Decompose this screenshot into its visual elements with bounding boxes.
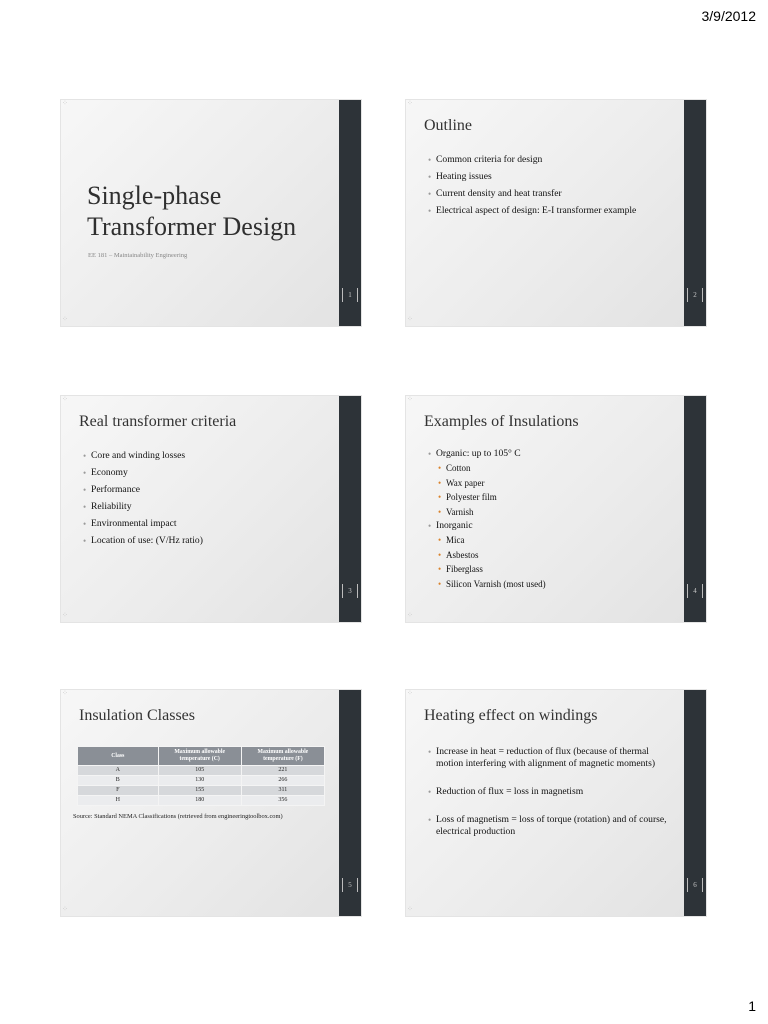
table-cell: 356	[241, 796, 324, 806]
table-cell: B	[78, 776, 159, 786]
bullet-inorganic-label: Inorganic	[436, 520, 473, 531]
table-cell: H	[78, 796, 159, 806]
slide-1-subtitle: EE 181 – Maintainability Engineering	[88, 252, 188, 259]
bullet-item: • Location of use: (V/Hz ratio)	[83, 535, 339, 547]
table-row	[78, 796, 325, 806]
bullet-item: • Reduction of flux = loss in magnetism	[428, 786, 668, 798]
bullet-item: • Common criteria for design	[428, 154, 684, 166]
slide-1-title	[87, 180, 296, 242]
bullet-item: • Heating issues	[428, 171, 684, 183]
slide-number: 6	[687, 878, 703, 892]
corner-ornament-icon: ⁘	[407, 100, 413, 107]
bullet-item: • Increase in heat = reduction of flux (because of thermal motion interfering with alignment of magnetic moments)	[428, 746, 668, 770]
page-number: 1	[748, 998, 756, 1014]
table-source-note: Source: Standard NEMA Classifications (retrieved from engineeringtoolbox.com)	[73, 813, 283, 820]
corner-ornament-icon: ⁘	[62, 396, 68, 403]
table-cell: 130	[158, 776, 241, 786]
organic-sub-list	[436, 462, 684, 518]
bullet-item: • Performance	[83, 484, 339, 496]
bullet-item: • Economy	[83, 467, 339, 479]
slide-number: 2	[687, 288, 703, 302]
header-date: 3/9/2012	[701, 8, 756, 24]
slide-4	[406, 396, 706, 622]
slide-number: 5	[342, 878, 358, 892]
slide-3-bullets	[83, 450, 339, 552]
slide-3	[61, 396, 361, 622]
table-cell: 105	[158, 766, 241, 776]
sub-bullet-item: • Mica	[436, 534, 684, 547]
slide-6-title: Heating effect on windings	[424, 707, 598, 724]
sub-bullet-item: • Silicon Varnish (most used)	[436, 578, 684, 591]
slide-2-title: Outline	[424, 117, 472, 134]
slide-3-title: Real transformer criteria	[79, 413, 237, 430]
table-header-row	[78, 747, 325, 766]
bullet-item: • Environmental impact	[83, 518, 339, 530]
inorganic-sub-list	[436, 534, 684, 590]
corner-ornament-icon: ⁘	[62, 612, 68, 619]
slide-5	[61, 690, 361, 916]
corner-ornament-icon: ⁘	[407, 690, 413, 697]
slide-5-title: Insulation Classes	[79, 707, 195, 724]
table-row	[78, 786, 325, 796]
sub-bullet-item: • Varnish	[436, 506, 684, 519]
table-header-cell: Maximum allowable temperature (C)	[158, 747, 241, 766]
bullet-item: • Core and winding losses	[83, 450, 339, 462]
sub-bullet-item: • Wax paper	[436, 477, 684, 490]
corner-ornament-icon: ⁘	[62, 906, 68, 913]
corner-ornament-icon: ⁘	[407, 316, 413, 323]
corner-ornament-icon: ⁘	[62, 690, 68, 697]
table-header-cell: Class	[78, 747, 159, 766]
bullet-item-organic	[428, 448, 684, 518]
bullet-item: • Reliability	[83, 501, 339, 513]
sub-bullet-item: • Cotton	[436, 462, 684, 475]
bullet-item-inorganic	[428, 520, 684, 590]
corner-ornament-icon: ⁘	[407, 906, 413, 913]
slide-1	[61, 100, 361, 326]
bullet-item: • Current density and heat transfer	[428, 188, 684, 200]
sub-bullet-item: • Polyester film	[436, 491, 684, 504]
corner-ornament-icon: ⁘	[62, 100, 68, 107]
table-row	[78, 776, 325, 786]
table-cell: 155	[158, 786, 241, 796]
slide-6	[406, 690, 706, 916]
table-cell: F	[78, 786, 159, 796]
slide-number: 4	[687, 584, 703, 598]
slide-number: 3	[342, 584, 358, 598]
table-row	[78, 766, 325, 776]
slide-4-title: Examples of Insulations	[424, 413, 579, 430]
table-header-cell: Maximum allowable temperature (F)	[241, 747, 324, 766]
bullet-organic-label: Organic: up to 105° C	[436, 448, 521, 459]
sub-bullet-item: • Asbestos	[436, 549, 684, 562]
slide-4-bullets	[428, 448, 684, 595]
table-cell: A	[78, 766, 159, 776]
slide-number: 1	[342, 288, 358, 302]
slide-1-title-line2: Transformer Design	[87, 212, 297, 241]
table-cell: 311	[241, 786, 324, 796]
insulation-classes-table	[77, 746, 325, 806]
table-cell: 266	[241, 776, 324, 786]
slide-1-title-line1: Single-phase	[87, 181, 222, 210]
bullet-item: • Loss of magnetism = loss of torque (rotation) and of course, electrical production	[428, 814, 668, 838]
sub-bullet-item: • Fiberglass	[436, 563, 684, 576]
corner-ornament-icon: ⁘	[407, 612, 413, 619]
corner-ornament-icon: ⁘	[62, 316, 68, 323]
slide-6-bullets	[428, 746, 668, 843]
slide-2-bullets	[428, 154, 684, 222]
corner-ornament-icon: ⁘	[407, 396, 413, 403]
table-cell: 180	[158, 796, 241, 806]
slide-2	[406, 100, 706, 326]
table-cell: 221	[241, 766, 324, 776]
bullet-item: • Electrical aspect of design: E-I transformer example	[428, 205, 656, 217]
